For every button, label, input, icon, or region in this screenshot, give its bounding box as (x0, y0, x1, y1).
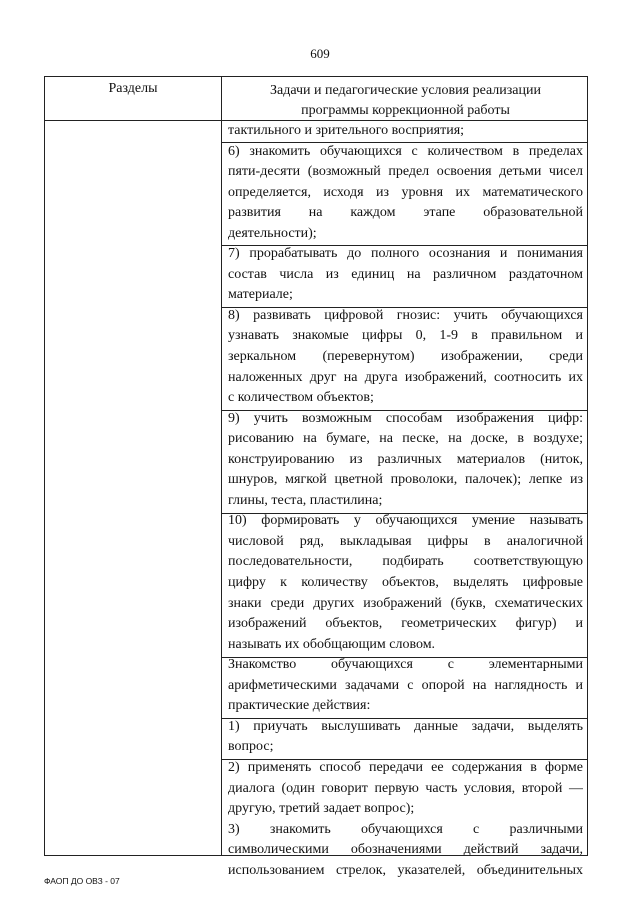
text-line: глины, теста, пластилина; (228, 492, 383, 508)
document-footer: ФАОП ДО ОВЗ - 07 (44, 876, 120, 886)
text-line: Знакомство обучающихся с элементарными (228, 657, 583, 673)
text-line: использованием стрелок, указателей, объединительных (228, 862, 583, 878)
text-line: 2) применять способ передачи ее содержания в форме (228, 759, 583, 775)
text-line: рисованию на бумаге, на песке, на доске, в воздухе; (228, 431, 583, 447)
text-line: другую, третий задает вопрос); (228, 801, 415, 817)
text-line: последовательности, подбирать соответствующую (228, 554, 583, 570)
text-line: 3) знакомить обучающихся с различными (228, 821, 583, 837)
text-line: тактильного и зрительного восприятия; (228, 123, 465, 138)
text-line: шнуров, мягкой цветной проволоки, палочек); лепке из (228, 472, 583, 488)
header-tasks-line-1: Задачи и педагогические условия реализации (269, 83, 541, 98)
text-line: называть их обобщающим словом. (228, 636, 436, 652)
text-line: 6) знакомить обучающихся с количеством в пределах (228, 143, 583, 159)
text-line: развития на каждом этапе образовательной (228, 205, 583, 221)
content-table (44, 76, 588, 878)
header-tasks-line-2: программы коррекционной работы (301, 103, 510, 118)
text-line: 10) формировать у обучающихся умение называть (228, 513, 583, 529)
text-line: изображений объектов, геометрических фигур) и (228, 616, 583, 632)
text-line: конструированию из различных материалов (ниток, (228, 451, 583, 467)
text-line: знаки среди других изображений (букв, схематических (228, 595, 583, 611)
text-line: вопрос; (228, 739, 274, 755)
text-line: практические действия: (228, 698, 371, 714)
text-line: деятельности); (228, 225, 317, 241)
page-number: 609 (310, 46, 330, 61)
text-line: с количеством объектов; (228, 390, 374, 406)
text-line: зеркальном (перевернутом) изображении, среди (228, 349, 583, 365)
text-line: числовой ряд, выкладывая цифры в аналогичной (228, 533, 583, 549)
text-line: материале; (228, 287, 293, 303)
text-line: диалога (один говорит первую часть условия, второй — (228, 780, 583, 796)
table-header (45, 77, 587, 121)
header-tasks (222, 81, 589, 121)
text-line: символическими обозначениями действий задачи, (228, 842, 583, 858)
text-line: наложенных друг на друга изображений, соотносить их (228, 369, 583, 385)
text-line: 7) прорабатывать до полного осознания и понимания (228, 246, 583, 262)
text-line: 9) учить возможным способам изображения цифр: (228, 410, 583, 426)
text-line: цифру к количеству объектов, выделять цифровые (228, 575, 583, 591)
text-line: 1) приучать выслушивать данные задачи, выделять (228, 718, 583, 734)
text-line: определяется, исходя из уровня их математического (228, 184, 583, 200)
text-line: узнавать знакомые цифры 0, 1-9 в правильном и (228, 328, 583, 344)
column-divider (221, 77, 222, 855)
tasks-content (228, 121, 583, 881)
text-line: состав числа из единиц на различном раздаточном (228, 266, 583, 282)
header-sections: Разделы (108, 81, 158, 96)
text-line: пяти-десяти (возможный предел освоения детьми чисел (228, 164, 583, 180)
text-line: 8) развивать цифровой гнозис: учить обучающихся (228, 307, 583, 323)
text-line: арифметическими задачами с опорой на наглядность и (228, 677, 583, 693)
